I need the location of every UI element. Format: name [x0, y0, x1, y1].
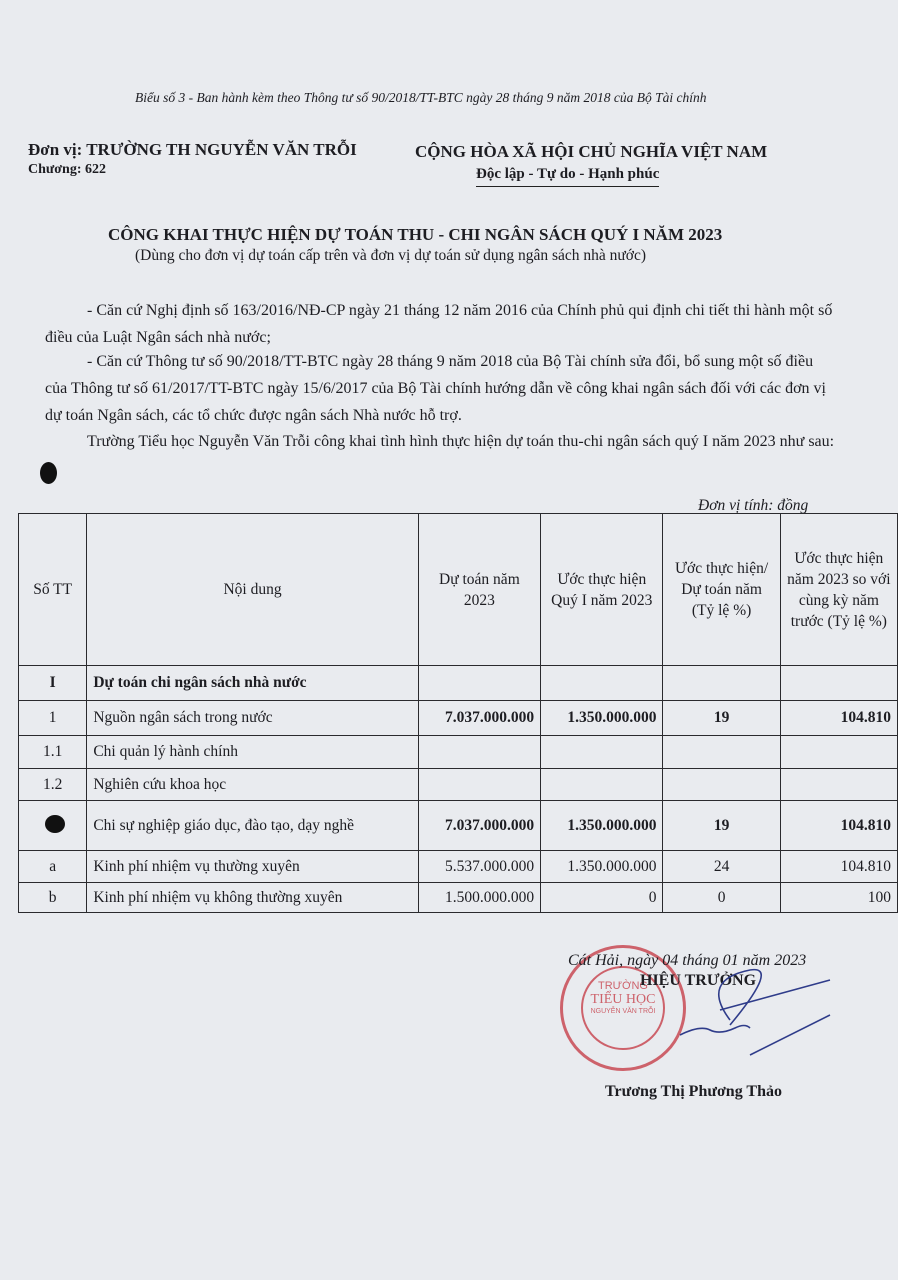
row-number: a: [19, 851, 87, 883]
document-subtitle: (Dùng cho đơn vị dự toán cấp trên và đơn vị dự toán sử dụng ngân sách nhà nước): [135, 247, 647, 264]
table-row: [19, 801, 898, 851]
row-ratio: 0: [663, 883, 780, 913]
place-date: Cát Hải, ngày 04 tháng 01 năm 2023: [568, 952, 807, 969]
form-note: Biểu số 3 - Ban hành kèm theo Thông tư số 90/2018/TT-BTC ngày 28 tháng 9 năm 2018 của Bộ Tài chính: [135, 90, 707, 105]
header-yoy: Ước thực hiện năm 2023 so với cùng kỳ năm trước (Tỷ lệ %): [780, 514, 897, 666]
row-content: Kinh phí nhiệm vụ thường xuyên: [87, 851, 418, 883]
table-header-row: [19, 514, 898, 666]
stamp-line: NGUYỄN VĂN TRỖI: [590, 1008, 656, 1015]
signer-name: Trương Thị Phương Thảo: [605, 1083, 782, 1100]
row-estimate: 7.037.000.000: [418, 701, 540, 736]
unit-name: Đơn vị: TRƯỜNG TH NGUYỄN VĂN TRỖI: [28, 140, 357, 159]
row-yoy: 104.810: [780, 851, 897, 883]
motto: Độc lập - Tự do - Hạnh phúc: [476, 166, 659, 187]
table-row: [19, 883, 898, 913]
paragraph-2: - Căn cứ Thông tư số 90/2018/TT-BTC ngày 28 tháng 9 năm 2018 của Bộ Tài chính sửa đổi, bổ sung một số điều của Thông tư số 61/2017/TT-BTC ngày 15/6/2017 của Bộ Tài chính hướng dẫn về công khai ngân sách đối với các đơn vị dự toán Ngân sách, các tổ chức được ngân sách Nhà nước hỗ trợ.: [45, 353, 826, 424]
row-q1: 1.350.000.000: [541, 801, 663, 851]
row-yoy: 104.810: [780, 701, 897, 736]
row-estimate: [418, 769, 540, 801]
row-yoy: [780, 666, 897, 701]
handwritten-signature: [640, 960, 840, 1060]
row-ratio: [663, 736, 780, 769]
header-content: Nội dung: [87, 514, 418, 666]
row-q1: 1.350.000.000: [541, 851, 663, 883]
stamp-line: TIỂU HỌC: [590, 992, 656, 1007]
row-yoy: [780, 769, 897, 801]
header-estimate: Dự toán năm 2023: [418, 514, 540, 666]
row-content: Kinh phí nhiệm vụ không thường xuyên: [87, 883, 418, 913]
row-content: Dự toán chi ngân sách nhà nước: [87, 666, 418, 701]
row-q1: 0: [541, 883, 663, 913]
table-row: [19, 666, 898, 701]
budget-table: [18, 513, 898, 913]
row-content: Chi sự nghiệp giáo dục, đào tạo, dạy nghề: [87, 801, 418, 851]
row-ratio: 19: [663, 801, 780, 851]
paragraph-3: Trường Tiểu học Nguyễn Văn Trỗi công khai tình hình thực hiện dự toán thu-chi ngân sách quý I năm 2023 như sau:: [87, 433, 835, 450]
row-number: 1.2: [19, 769, 87, 801]
row-yoy: 100: [780, 883, 897, 913]
row-estimate: [418, 736, 540, 769]
chapter: Chương: 622: [28, 162, 106, 177]
paragraph-1: - Căn cứ Nghị định số 163/2016/NĐ-CP ngày 21 tháng 12 năm 2016 của Chính phủ qui định chi tiết thi hành một số điều của Luật Ngân sách nhà nước;: [45, 302, 833, 346]
stamp-line: TRƯỜNG: [598, 980, 648, 992]
row-estimate: 5.537.000.000: [418, 851, 540, 883]
table-row: [19, 701, 898, 736]
row-number: I: [19, 666, 87, 701]
row-yoy: 104.810: [780, 801, 897, 851]
row-yoy: [780, 736, 897, 769]
table-row: [19, 769, 898, 801]
document-title: CÔNG KHAI THỰC HIỆN DỰ TOÁN THU - CHI NGÂN SÁCH QUÝ I NĂM 2023: [108, 225, 723, 244]
row-q1: [541, 666, 663, 701]
nation-title: CỘNG HÒA XÃ HỘI CHỦ NGHĨA VIỆT NAM: [415, 142, 768, 161]
row-q1: [541, 769, 663, 801]
currency-unit: Đơn vị tính: đồng: [698, 497, 809, 514]
signer-role: HIỆU TRƯỞNG: [640, 972, 757, 989]
header-q1: Ước thực hiện Quý I năm 2023: [541, 514, 663, 666]
row-ratio: [663, 666, 780, 701]
row-number: 1: [19, 701, 87, 736]
row-content: Nguồn ngân sách trong nước: [87, 701, 418, 736]
row-estimate: 7.037.000.000: [418, 801, 540, 851]
header-ratio: Ước thực hiện/ Dự toán năm (Tỷ lệ %): [663, 514, 780, 666]
ink-blot: [40, 462, 57, 484]
row-number: 1.1: [19, 736, 87, 769]
row-content: Nghiên cứu khoa học: [87, 769, 418, 801]
row-ratio: 24: [663, 851, 780, 883]
row-content: Chi quản lý hành chính: [87, 736, 418, 769]
row-estimate: [418, 666, 540, 701]
ink-blot: [45, 815, 65, 833]
row-ratio: 19: [663, 701, 780, 736]
row-number: b: [19, 883, 87, 913]
table-row: [19, 851, 898, 883]
row-q1: 1.350.000.000: [541, 701, 663, 736]
row-ratio: [663, 769, 780, 801]
row-q1: [541, 736, 663, 769]
row-estimate: 1.500.000.000: [418, 883, 540, 913]
table-row: [19, 736, 898, 769]
header-stt: Số TT: [19, 514, 87, 666]
